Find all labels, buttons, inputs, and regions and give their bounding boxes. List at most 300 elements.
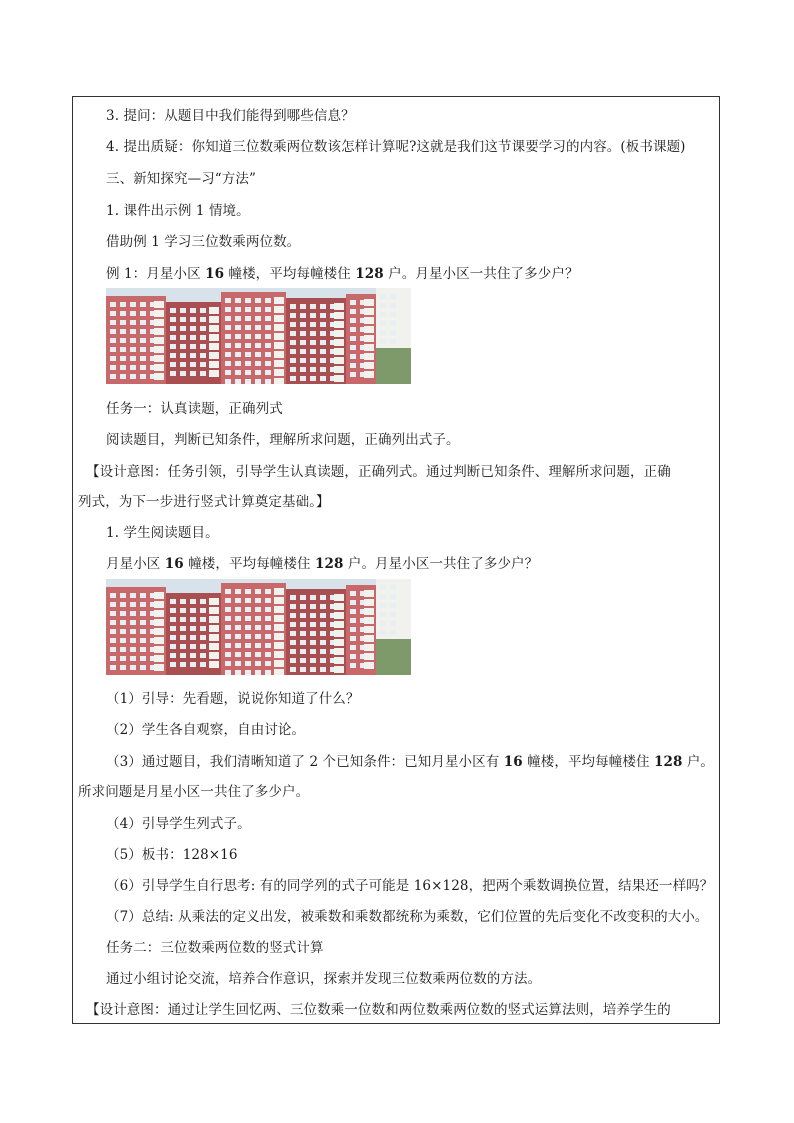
- window: [130, 647, 136, 652]
- window: [380, 321, 386, 326]
- window: [140, 320, 146, 325]
- window: [225, 616, 231, 621]
- window: [300, 322, 306, 327]
- balcony: [399, 311, 409, 318]
- guide-step-7-summary: （7）总结: 从乘法的定义出发，被乘数和乘数都统称为乘数，它们位置的先后变化不改变积的大小。: [106, 909, 709, 925]
- balcony: [274, 297, 284, 304]
- window: [300, 349, 306, 354]
- window: [140, 602, 146, 607]
- window: [130, 302, 136, 307]
- balcony: [399, 329, 409, 336]
- window: [310, 658, 316, 663]
- balcony: [399, 593, 409, 600]
- window: [320, 313, 326, 318]
- window: [170, 308, 176, 313]
- guide-step-4: （4）引导学生列式子。: [106, 816, 251, 832]
- window: [130, 629, 136, 634]
- window: [180, 326, 186, 331]
- window: [190, 644, 196, 649]
- balcony: [364, 635, 374, 642]
- window: [120, 347, 126, 352]
- window: [200, 308, 206, 313]
- window: [265, 325, 271, 330]
- balcony: [364, 299, 374, 306]
- window: [245, 379, 251, 384]
- window: [390, 321, 396, 326]
- window: [120, 656, 126, 661]
- window: [320, 649, 326, 654]
- example-1-num-128: 128: [355, 266, 384, 282]
- balcony: [364, 335, 374, 342]
- problem-text-e: 户。月星小区一共住了多少户？: [343, 556, 539, 572]
- window: [255, 634, 261, 639]
- window: [225, 625, 231, 630]
- guide-step-6: （6）引导学生自行思考: 有的同学列的式子可能是 16×128，把两个乘数调换位置，结果还一样吗？: [106, 878, 714, 894]
- window: [120, 593, 126, 598]
- window: [110, 611, 116, 616]
- window: [290, 340, 296, 345]
- guide-step-3-continued: 所求问题是月星小区一共住了多少户。: [78, 784, 310, 800]
- question-step-3: 3. 提问：从题目中我们能得到哪些信息？: [106, 108, 355, 124]
- window: [110, 638, 116, 643]
- window: [110, 311, 116, 316]
- window: [290, 313, 296, 318]
- window: [300, 376, 306, 381]
- window: [290, 604, 296, 609]
- window: [310, 649, 316, 654]
- window: [390, 585, 396, 590]
- balcony: [209, 643, 219, 650]
- window: [390, 612, 396, 617]
- window: [255, 298, 261, 303]
- balcony: [209, 598, 219, 605]
- window: [300, 640, 306, 645]
- window: [255, 643, 261, 648]
- window: [310, 322, 316, 327]
- window: [235, 589, 241, 594]
- balcony: [154, 592, 164, 599]
- window: [130, 311, 136, 316]
- window: [180, 344, 186, 349]
- balcony: [154, 301, 164, 308]
- window: [200, 662, 206, 667]
- window: [200, 608, 206, 613]
- window: [380, 603, 386, 608]
- window: [190, 317, 196, 322]
- window: [190, 617, 196, 622]
- balcony: [399, 611, 409, 618]
- window: [390, 312, 396, 317]
- window: [120, 602, 126, 607]
- window: [265, 379, 271, 384]
- window: [380, 339, 386, 344]
- window: [350, 336, 356, 341]
- window: [320, 631, 326, 636]
- window: [380, 330, 386, 335]
- window: [300, 331, 306, 336]
- balcony: [364, 599, 374, 606]
- balcony: [274, 606, 284, 613]
- window: [290, 631, 296, 636]
- window: [180, 371, 186, 376]
- window: [380, 303, 386, 308]
- window: [300, 304, 306, 309]
- window: [290, 667, 296, 672]
- window: [320, 376, 326, 381]
- window: [190, 326, 196, 331]
- window: [200, 635, 206, 640]
- window: [265, 634, 271, 639]
- window: [245, 652, 251, 657]
- window: [190, 371, 196, 376]
- window: [110, 356, 116, 361]
- window: [110, 647, 116, 652]
- window: [310, 376, 316, 381]
- window: [190, 335, 196, 340]
- window: [110, 665, 116, 670]
- window: [255, 616, 261, 621]
- step-read-problem: 1. 学生阅读题目。: [106, 525, 219, 541]
- window: [140, 302, 146, 307]
- balcony: [399, 293, 409, 300]
- window: [235, 343, 241, 348]
- window: [180, 353, 186, 358]
- balcony: [209, 625, 219, 632]
- window: [245, 298, 251, 303]
- example-1-text-a: 例 1：月星小区: [106, 266, 206, 282]
- balcony: [209, 334, 219, 341]
- guide-step-5-board: （5）板书：128×16: [106, 847, 238, 863]
- window: [170, 608, 176, 613]
- window: [180, 335, 186, 340]
- window: [350, 309, 356, 314]
- window: [265, 661, 271, 666]
- window: [255, 325, 261, 330]
- balcony: [209, 634, 219, 641]
- window: [320, 604, 326, 609]
- balcony: [209, 316, 219, 323]
- window: [170, 662, 176, 667]
- problem-restated: [106, 552, 538, 572]
- window: [310, 622, 316, 627]
- balcony: [274, 660, 284, 667]
- balcony: [334, 648, 344, 655]
- window: [170, 599, 176, 604]
- window: [350, 627, 356, 632]
- window: [120, 647, 126, 652]
- window: [170, 653, 176, 658]
- balcony: [154, 346, 164, 353]
- window: [170, 635, 176, 640]
- window: [225, 352, 231, 357]
- balcony: [154, 610, 164, 617]
- task-2-description: 通过小组讨论交流，培养合作意识，探索并发现三位数乘两位数的方法。: [106, 971, 542, 987]
- window: [180, 317, 186, 322]
- window: [225, 607, 231, 612]
- window: [320, 613, 326, 618]
- window: [140, 620, 146, 625]
- window: [235, 307, 241, 312]
- window: [265, 643, 271, 648]
- balcony: [154, 310, 164, 317]
- window: [245, 589, 251, 594]
- window: [190, 662, 196, 667]
- window: [310, 613, 316, 618]
- window: [350, 300, 356, 305]
- balcony: [209, 370, 219, 377]
- window: [225, 307, 231, 312]
- window: [300, 658, 306, 663]
- balcony: [274, 597, 284, 604]
- window: [320, 304, 326, 309]
- balcony: [209, 307, 219, 314]
- window: [190, 608, 196, 613]
- window: [120, 629, 126, 634]
- balcony: [274, 360, 284, 367]
- window: [390, 594, 396, 599]
- window: [245, 325, 251, 330]
- window: [110, 320, 116, 325]
- balcony: [334, 330, 344, 337]
- window: [255, 589, 261, 594]
- window: [235, 643, 241, 648]
- window: [255, 661, 261, 666]
- window: [190, 653, 196, 658]
- window: [235, 334, 241, 339]
- window: [300, 367, 306, 372]
- window: [180, 635, 186, 640]
- balcony: [274, 588, 284, 595]
- window: [245, 316, 251, 321]
- balcony: [274, 315, 284, 322]
- window: [320, 340, 326, 345]
- window: [120, 665, 126, 670]
- section-heading-new-knowledge: 三、新知探究—习“方法”: [106, 171, 257, 187]
- window: [255, 625, 261, 630]
- window: [245, 634, 251, 639]
- window: [200, 626, 206, 631]
- window: [390, 339, 396, 344]
- window: [290, 376, 296, 381]
- window: [130, 329, 136, 334]
- window: [200, 344, 206, 349]
- window: [265, 589, 271, 594]
- window: [225, 325, 231, 330]
- window: [300, 613, 306, 618]
- window: [380, 621, 386, 626]
- window: [245, 625, 251, 630]
- window: [255, 343, 261, 348]
- window: [265, 598, 271, 603]
- window: [200, 644, 206, 649]
- window: [255, 334, 261, 339]
- window: [190, 308, 196, 313]
- window: [110, 338, 116, 343]
- window: [245, 307, 251, 312]
- balcony: [274, 324, 284, 331]
- window: [265, 307, 271, 312]
- window: [180, 308, 186, 313]
- window: [320, 658, 326, 663]
- balcony: [364, 662, 374, 669]
- balcony: [209, 352, 219, 359]
- window: [200, 653, 206, 658]
- window: [350, 636, 356, 641]
- window: [140, 611, 146, 616]
- window: [310, 349, 316, 354]
- window: [350, 363, 356, 368]
- balcony: [364, 362, 374, 369]
- window: [130, 347, 136, 352]
- window: [170, 626, 176, 631]
- window: [180, 662, 186, 667]
- window: [140, 338, 146, 343]
- window: [110, 656, 116, 661]
- balcony: [274, 669, 284, 675]
- window: [300, 313, 306, 318]
- window: [110, 602, 116, 607]
- balcony: [209, 652, 219, 659]
- balcony: [154, 328, 164, 335]
- window: [310, 604, 316, 609]
- window: [255, 370, 261, 375]
- balcony: [154, 628, 164, 635]
- balcony: [334, 312, 344, 319]
- window: [235, 616, 241, 621]
- window: [320, 322, 326, 327]
- window: [390, 330, 396, 335]
- balcony: [364, 371, 374, 378]
- balcony: [334, 303, 344, 310]
- balcony: [334, 666, 344, 673]
- window: [110, 347, 116, 352]
- window: [190, 599, 196, 604]
- window: [170, 317, 176, 322]
- window: [225, 298, 231, 303]
- window: [120, 302, 126, 307]
- window: [225, 370, 231, 375]
- window: [290, 304, 296, 309]
- window: [320, 331, 326, 336]
- balcony: [274, 306, 284, 313]
- balcony: [274, 624, 284, 631]
- window: [265, 670, 271, 675]
- window: [300, 595, 306, 600]
- window: [140, 647, 146, 652]
- window: [265, 316, 271, 321]
- window: [380, 594, 386, 599]
- balcony: [274, 342, 284, 349]
- window: [245, 643, 251, 648]
- window: [245, 352, 251, 357]
- window: [290, 658, 296, 663]
- window: [110, 620, 116, 625]
- window: [200, 371, 206, 376]
- guide-step-3-text-a: （3）通过题目，我们清晰知道了 2 个已知条件：已知月星小区有: [106, 754, 504, 770]
- balcony: [399, 584, 409, 591]
- balcony: [399, 602, 409, 609]
- window: [245, 370, 251, 375]
- apartment-buildings-photo-2: [106, 579, 411, 675]
- window: [200, 617, 206, 622]
- window: [265, 352, 271, 357]
- design-intent-2-line1: 【设计意图：通过让学生回忆两、三位数乘一位数和两位数乘两位数的竖式运算法则，培养学生的: [86, 1002, 671, 1018]
- balcony: [274, 351, 284, 358]
- window: [265, 343, 271, 348]
- balcony: [154, 664, 164, 671]
- window: [310, 304, 316, 309]
- window: [200, 326, 206, 331]
- window: [350, 663, 356, 668]
- window: [350, 609, 356, 614]
- balcony: [334, 594, 344, 601]
- window: [110, 629, 116, 634]
- window: [130, 638, 136, 643]
- window: [235, 352, 241, 357]
- window: [255, 652, 261, 657]
- window: [265, 361, 271, 366]
- window: [350, 654, 356, 659]
- window: [190, 635, 196, 640]
- window: [350, 327, 356, 332]
- window: [130, 374, 136, 379]
- window: [235, 652, 241, 657]
- balcony: [399, 302, 409, 309]
- window: [225, 361, 231, 366]
- window: [245, 661, 251, 666]
- window: [120, 356, 126, 361]
- window: [140, 656, 146, 661]
- window: [235, 370, 241, 375]
- problem-num-128: 128: [314, 556, 344, 572]
- window: [180, 653, 186, 658]
- balcony: [154, 364, 164, 371]
- task-1-description: 阅读题目，判断已知条件，理解所求问题，正确列出式子。: [106, 432, 460, 448]
- window: [110, 302, 116, 307]
- step-learn-example: 借助例 1 学习三位数乘两位数。: [106, 234, 301, 250]
- balcony: [209, 607, 219, 614]
- window: [350, 372, 356, 377]
- window: [255, 352, 261, 357]
- window: [310, 595, 316, 600]
- step-show-example: 1. 课件出示例 1 情境。: [106, 203, 250, 219]
- window: [140, 665, 146, 670]
- window: [170, 335, 176, 340]
- window: [235, 625, 241, 630]
- balcony: [334, 621, 344, 628]
- window: [255, 307, 261, 312]
- window: [225, 661, 231, 666]
- balcony: [154, 337, 164, 344]
- window: [300, 358, 306, 363]
- balcony: [334, 657, 344, 664]
- balcony: [154, 619, 164, 626]
- balcony: [364, 353, 374, 360]
- window: [390, 621, 396, 626]
- balcony: [364, 344, 374, 351]
- problem-text-a: 月星小区: [106, 556, 165, 572]
- balcony: [154, 373, 164, 380]
- window: [265, 652, 271, 657]
- window: [170, 326, 176, 331]
- balcony: [334, 348, 344, 355]
- balcony: [399, 620, 409, 627]
- balcony: [399, 338, 409, 345]
- balcony: [334, 603, 344, 610]
- balcony: [209, 361, 219, 368]
- window: [290, 322, 296, 327]
- window: [300, 622, 306, 627]
